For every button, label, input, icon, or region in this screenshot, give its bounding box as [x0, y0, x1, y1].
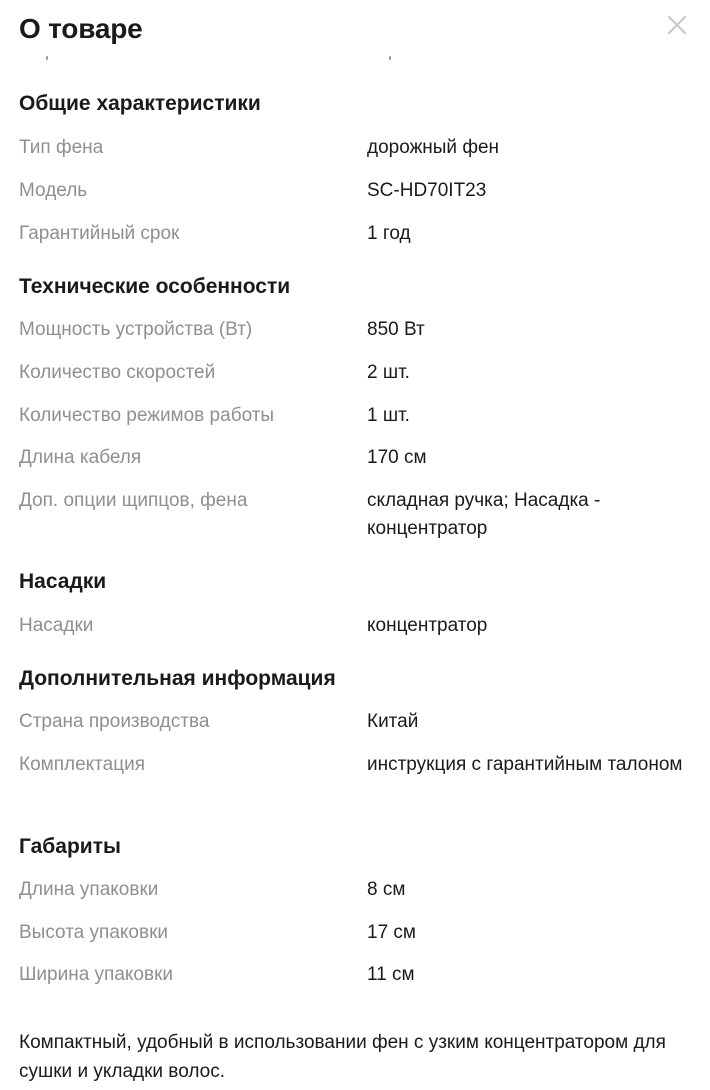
spec-value: 17 см: [367, 922, 416, 943]
close-button[interactable]: [664, 12, 690, 38]
spec-value: 1 шт.: [367, 405, 410, 426]
spec-label: Количество режимов работы: [19, 405, 275, 426]
spec-value: инструкция с гарантийным талоном: [367, 754, 683, 775]
spec-value: 11 см: [367, 964, 415, 985]
product-description: Компактный, удобный в использовании фен с узким концентратором для сушки и укладки волос.: [19, 1032, 666, 1082]
section-title-dimensions: Габариты: [19, 835, 121, 858]
spec-label: Ширина упаковки: [19, 964, 174, 985]
section-title-general: Общие характеристики: [19, 92, 261, 115]
section-title-attachments: Насадки: [19, 570, 107, 593]
modal-header: [0, 0, 710, 60]
modal-title: О товаре: [19, 13, 143, 44]
section-title-additional: Дополнительная информация: [19, 667, 336, 690]
spec-label: Гарантийный срок: [19, 223, 180, 244]
spec-label: Длина кабеля: [19, 447, 142, 468]
close-icon: [664, 12, 690, 38]
spec-value: 8 см: [367, 879, 406, 900]
spec-value: складная ручка; Насадка - концентратор: [367, 490, 601, 539]
spec-value: 170 см: [367, 447, 427, 468]
scrolled-row-remnant: [388, 54, 392, 62]
spec-label: Мощность устройства (Вт): [19, 319, 253, 340]
spec-label: Доп. опции щипцов, фена: [19, 490, 248, 511]
section-title-technical: Технические особенности: [19, 275, 291, 298]
spec-label: Тип фена: [19, 137, 104, 158]
spec-label: Длина упаковки: [19, 879, 159, 900]
spec-value: 1 год: [367, 223, 411, 244]
spec-label: Страна производства: [19, 711, 210, 732]
spec-value: дорожный фен: [367, 137, 500, 158]
spec-label: Комплектация: [19, 754, 146, 775]
spec-label: Насадки: [19, 615, 94, 636]
spec-label: Высота упаковки: [19, 922, 168, 943]
spec-label: Модель: [19, 180, 88, 201]
spec-label: Количество скоростей: [19, 362, 216, 383]
spec-value: SC-HD70IT23: [367, 180, 487, 201]
spec-value: 2 шт.: [367, 362, 410, 383]
scrolled-row-remnant: [45, 54, 49, 62]
spec-value: 850 Вт: [367, 319, 425, 340]
spec-value: концентратор: [367, 615, 488, 636]
spec-value: Китай: [367, 711, 419, 732]
